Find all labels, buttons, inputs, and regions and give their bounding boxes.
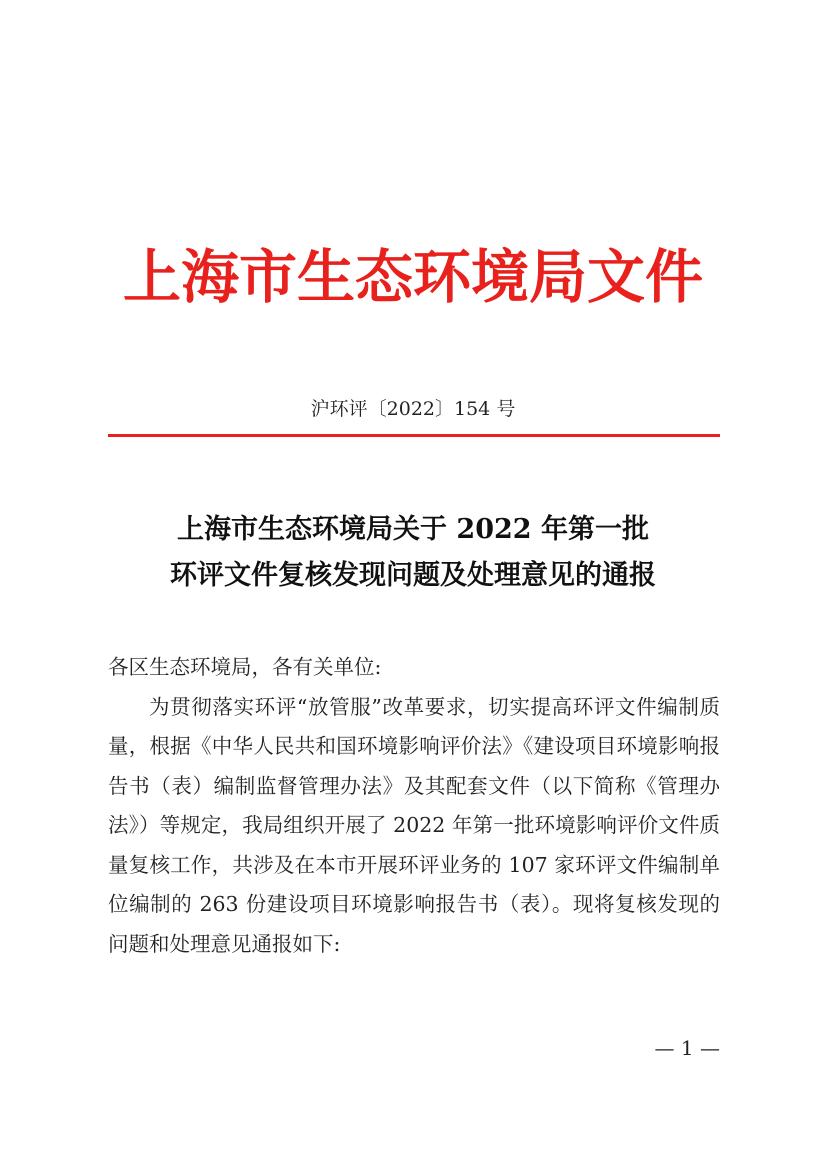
document-body xyxy=(108,648,720,964)
salutation: 各区生态环境局，各有关单位: xyxy=(108,655,382,679)
title-line-2: 环评文件复核发现问题及处理意见的通报 xyxy=(170,560,656,591)
body-paragraph: 为贯彻落实环评“放管服”改革要求，切实提高环评文件编制质量，根据《中华人民共和国环境影响评价法》《建设项目环境影响报告书（表）编制监督管理办法》及其配套文件（以下简称《管理办法》）等规定，我局组织开展了 2022 年第一批环境影响评价文件质量复核工作，共涉及在本市开展环评业务的 107 家环评文件编制单位编制的 263 份建设项目环境影响报告书（表）。现将复核发现的问题和处理意见通报如下: xyxy=(108,694,720,956)
masthead: 上海市生态环境局文件 xyxy=(122,243,703,311)
red-divider-line xyxy=(108,434,720,437)
page-number: — 1 — xyxy=(654,1036,720,1060)
document-number: 沪环评〔2022〕154 号 xyxy=(310,398,516,420)
document-title xyxy=(0,507,826,599)
title-line-1: 上海市生态环境局关于 2022 年第一批 xyxy=(177,514,649,545)
